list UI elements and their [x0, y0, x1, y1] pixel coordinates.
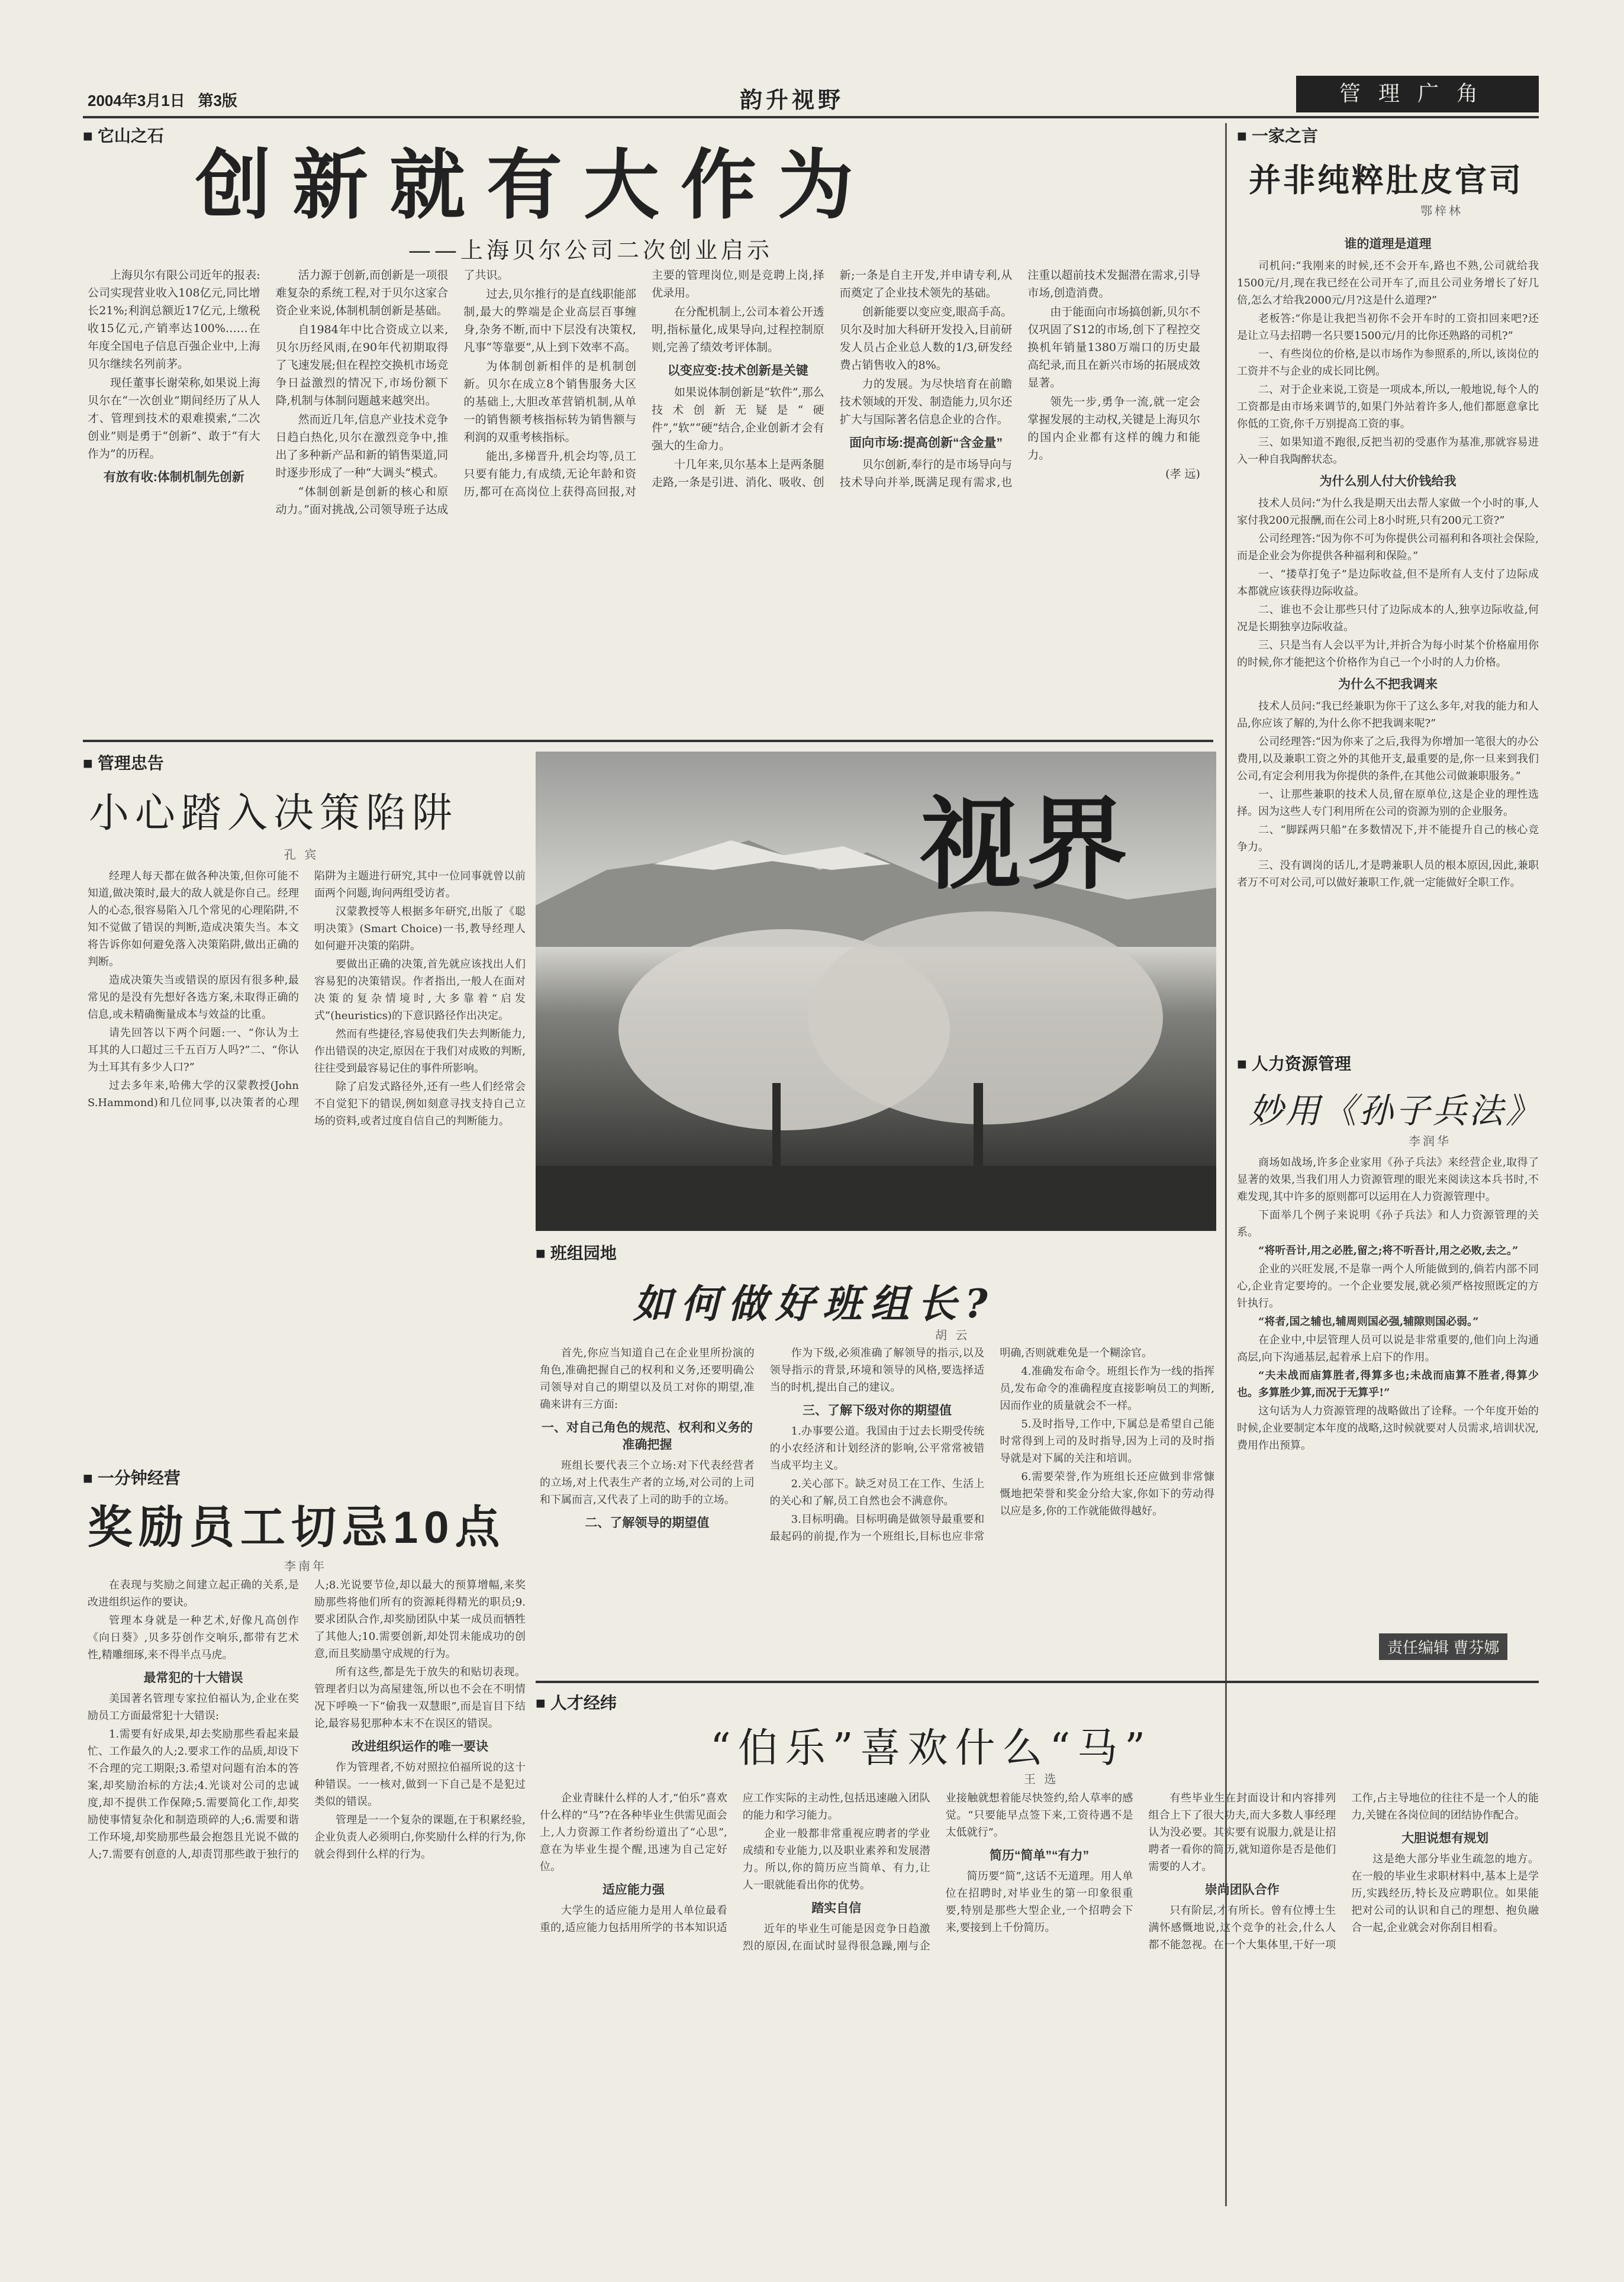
- section-label-yijia: ■ 一家之言: [1237, 123, 1318, 147]
- article1-subtitle: ——上海贝尔公司二次创业启示: [408, 237, 774, 263]
- article7-title: “伯乐”喜欢什么“马”: [710, 1725, 1153, 1772]
- blossom-tree-right: [808, 911, 1163, 1124]
- article1-title: 创新就有大作为: [195, 143, 875, 228]
- article5-body: 商场如战场,许多企业家用《孙子兵法》来经营企业,取得了显著的效果,当我们用人力资源管理的眼光来阅读这本兵书时,不难发现,其中许多的原则都可以运用在人力资源管理中。 下面举几个例子来说明《孙子兵法》和人力资源管理的关系。 “将听吾计,用之必胜,留之;将不听吾计,用之必败,去之。” 企业的兴旺发展,不是靠一两个人所能做到的,倘若内部不同心,企业肯定要垮的。一个企业要发展,就必须严格按照既定的方针执行。 “将者,国之辅也,辅周则国必强,辅隙则国必弱。” 在企业中,中层管理人员可以说是非常重要的,他们向上沟通高层,向下沟通基层,起着承上启下的作用。 “夫未战而庙算胜者,得算多也;未战而庙算不胜者,得算少也。多算胜少算,而况于无算乎!” 这句话为人力资源管理的战略做出了诠释。一个年度开始的时候,企业要制定本年度的战略,这时候就要对人员需求,培训状况,费用作出预算。: [1237, 1156, 1539, 1452]
- article2-byline: 鄂梓林: [1420, 204, 1463, 218]
- section-label-yifenzhong: ■ 一分钟经营: [83, 1465, 181, 1489]
- landscape-photo: [536, 752, 1216, 1231]
- article1-body: 上海贝尔有限公司近年的报表:公司实现营业收入108亿元,同比增长21%;利润总额近17亿元,上缴税收15亿元,产销率达100%……在年度全国电子信息百强企业中,上海贝尔继续名列前茅。 现任董事长谢荣称,如果说上海贝尔在“一次创业”期间经历了从人才、管理到技术的艰难摸索,“二次创业”则是勇于“创新”、敢于“有大作为”的历程。 有放有收:体制机制先创新 活力源于创新,而创新是一项很难复杂的系统工程,对于贝尔这家合资企业来说,体制机制创新是基础。 自1984年中比合资成立以来,贝尔历经风雨,在90年代初期取得了飞速发展;但在程控交换机市场竞争日益激烈的情况下,市场份额下降,机制与体制问题越来越突出。 然而近几年,信息产业技术竞争日趋白热化,贝尔在激烈竞争中,推出了多种新产品和新的销售渠道,同时逐步形成了一种“大调头”模式。 “体制创新是创新的核心和原动力。”面对挑战,公司领导班子达成了共识。 过去,贝尔推行的是直线职能部制,最大的弊端是企业高层百事缠身,杂务不断,而中下层没有决策权,凡事“等靠要”,从上到下效率不高。 为体制创新相伴的是机制创新。贝尔在成立8个销售服务大区的基础上,大胆改革营销机制,从单一的销售额考核指标转为销售额与利润的双重考核指标。 能出,多梯晋升,机会均等,员工只要有能力,有成绩,无论年龄和资历,都可在高岗位上获得高回报,对主要的管理岗位,则是竞聘上岗,择优录用。 在分配机制上,公司本着公开透明,指标量化,成果导向,过程控制原则,完善了绩效考评体制。 以变应变:技术创新是关键 如果说体制创新是“软件”,那么技术创新无疑是“硬件”,“软”“硬”结合,企业创新才会有强大的生命力。 十几年来,贝尔基本上是两条腿走路,一条是引进、消化、吸收、创新;一条是自主开发,并申请专利,从而奠定了企业技术领先的基础。 创新能要以变应变,眼高手高。贝尔及时加大科研开发投入,目前研发人员占企业总人数的1/3,研发经费占销售收入的8%。 力的发展。为尽快培育在前瞻技术领域的开发、制造能力,贝尔还扩大与国际著名信息企业的合作。 面向市场:提高创新“含金量” 贝尔创新,奉行的是市场导向与技术导向并举,既满足现有需求,也注重以超前技术发掘潜在需求,引导市场,创造消费。 由于能面向市场搞创新,贝尔不仅巩固了S12的市场,创下了程控交换机年销量1380万端口的历史最高纪录,而且在新兴市场的拓展成效显著。 领先一步,勇争一流,就一定会掌握发展的主动权,关键是上海贝尔的国内企业都有这样的魄力和能力。 (孝 远): [88, 269, 1200, 516]
- article7-body: 企业青睐什么样的人才,“伯乐”喜欢什么样的“马”?在各种毕业生供需见面会上,人力资源工作者纷纷道出了“心思”,意在为毕业生提个醒,迅速为自己定好位。 适应能力强 大学生的适应能力是用人单位最看重的,适应能力包括用所学的书本知识适应工作实际的主动性,包括迅速融入团队的能力和学习能力。 企业一般都非常重视应聘者的学业成绩和专业能力,以及职业素养和发展潜力。所以,你的简历应当简单、有力,让人一眼就能看出你的优势。 踏实自信 近年的毕业生可能是因竞争日趋激烈的原因,在面试时显得很急躁,刚与企业接触就想着能尽快签约,给人草率的感觉。“只要能早点签下来,工资待遇不是太低就行”。 简历“简单”“有力” 简历要“简”,这话不无道理。用人单位在招聘时,对毕业生的第一印象很重要,特别是那些大型企业,一个招聘会下来,要接到上千份简历。 有些毕业生在封面设计和内容排列组合上下了很大功夫,而大多数人事经理认为没必要。其实要有说服力,就是让招聘者一看你的简历,就知道你是否是他们需要的人才。 崇尚团队合作 只有阶层,才有所长。曾有位博士生满怀感慨地说,这个竞争的社会,什么人都不能忽视。在一个大集体里,干好一项工作,占主导地位的往往不是一个人的能力,关键在各岗位间的团结协作配合。 大胆说想有规划 这是绝大部分毕业生疏忽的地方。在一般的毕业生求职材料中,基本上是学历,实践经历,特长及应聘职位。如果能把对公司的认识和自己的理想、抱负融合一起,企业就会对你刮目相看。: [540, 1792, 1539, 1952]
- article4-byline: 李南年: [284, 1559, 327, 1573]
- article4-title: 奖励员工切忌10点: [88, 1503, 506, 1553]
- paper-name: 韵升视野: [740, 86, 845, 113]
- section-label-rencai: ■ 人才经纬: [536, 1690, 617, 1714]
- article7-top-rule: [536, 1681, 1539, 1683]
- column-title-box: 管理广角: [1296, 76, 1539, 112]
- article2-title: 并非纯粹肚皮官司: [1249, 161, 1523, 199]
- article7-byline: 王 选: [1024, 1772, 1059, 1786]
- section-label-banzu: ■ 班组园地: [536, 1240, 617, 1264]
- article5-byline: 李润华: [1409, 1134, 1451, 1148]
- article3-title: 小心踏入决策陷阱: [89, 790, 459, 837]
- article6-title: 如何做好班组长?: [633, 1281, 996, 1327]
- section-label-renli: ■ 人力资源管理: [1237, 1051, 1351, 1075]
- article1-bottom-rule: [83, 740, 1213, 742]
- article6-body: 首先,你应当知道自己在企业里所扮演的角色,准确把握自己的权利和义务,还要明确公司领导对自己的期望以及员工对你的期望,准确来讲有三方面: 一、对自己角色的规范、权利和义务的准确把握 班组长要代表三个立场:对下代表经营者的立场,对上代表生产者的立场,对公司的上司和下属而言,又代表了上司的助手的立场。 二、了解领导的期望值 作为下级,必须准确了解领导的指示,以及领导指示的背景,环境和领导的风格,要选择适当的时机,提出自己的建议。 三、了解下级对你的期望值 1.办事要公道。我国由于过去长期受传统的小农经济和计划经济的影响,公平常常被错当成平均主义。 2.关心部下。缺乏对员工在工作、生活上的关心和了解,员工自然也会不满意你。 3.目标明确。目标明确是做领导最重要和最起码的前提,作为一个班组长,目标也应非常明确,否则就难免是一个糊涂官。 4.准确发布命令。班组长作为一线的指挥员,发布命令的准确程度直接影响员工的判断,因而作业的质量就会不一样。 5.及时指导,工作中,下属总是希望自己能时常得到上司的及时指导,因为上司的及时指导就是对下属的关注和培训。 6.需要荣誉,作为班组长还应做到非常慷慨地把荣誉和奖金分给大家,你如下的劳动得以应是多,你的工作就能做得越好。: [540, 1347, 1214, 1543]
- article4-body: 在表现与奖励之间建立起正确的关系,是改进组织运作的要诀。 管理本身就是一种艺术,好像凡高创作《向日葵》,贝多芬创作交响乐,都带有艺术性,精雕细琢,来不得半点马虎。 最常犯的十大错误 美国著名管理专家拉伯福认为,企业在奖励员工方面最常犯十大错误: 1.需要有好成果,却去奖励那些看起来最忙、工作最久的人;2.要求工作的品质,却设下不合理的完工期限;3.希望对问题有治本的答案,却奖励治标的方法;4.光谈对公司的忠诚度,却不提供工作保障;5.需要简化工作,却奖励使事情复杂化和制造琐碎的人;6.需要和谐工作环境,却奖励那些最会抱怨且光说不做的人;7.需要有创意的人,却责罚那些敢于独行的人;8.光说要节俭,却以最大的预算增幅,来奖励那些将他们所有的资源耗得精光的职员;9.要求团队合作,却奖励团队中某一成员而牺牲了其他人;10.需要创新,却处罚未能成功的创意,而且奖励墨守成规的行为。 所有这些,都是先于放失的和贴切表现。管理者归以为高屋建瓴,所以也不会在不明情况下呼唤一下“偷我一双慧眼”,而是盲目下结论,最容易犯那种本末不在误区的错误。 改进组织运作的唯一要诀 作为管理者,不妨对照拉伯福所说的这十种错误。一一核对,做到一下自己是不是犯过类似的错误。 管理是一一个复杂的课题,在于积累经验,企业负责人必须明白,你奖励什么样的行为,你就会得到什么样的行为。: [88, 1579, 526, 1861]
- article6-byline: 胡 云: [935, 1328, 970, 1342]
- section-label-tashan: ■ 它山之石: [83, 123, 164, 147]
- editor-credit: 责任编辑 曹芬娜: [1379, 1633, 1507, 1660]
- ground: [536, 1166, 1216, 1231]
- article3-body: 经理人每天都在做各种决策,但你可能不知道,做决策时,最大的敌人就是你自己。经理人的心态,很容易陷入几个常见的心理陷阱,不知不觉做了错误的判断,造成决策失当。本文将告诉你如何避免落入决策陷阱,做出正确的判断。 造成决策失当或错误的原因有很多种,最常见的是没有先想好各选方案,未取得正确的信息,或未精确衡量成本与效益的比重。 请先回答以下两个问题:一、“你认为土耳其的人口超过三千五百万人吗?”二、“你认为土耳其有多少人口?” 过去多年来,哈佛大学的汉蒙教授(John S.Hammond)和几位同事,以决策者的心理陷阱为主题进行研究,其中一位同事就曾以前面两个问题,询问两组受访者。 汉蒙教授等人根据多年研究,出版了《聪明决策》(Smart Choice)一书,教导经理人如何避开决策的陷阱。 要做出正确的决策,首先就应该找出人们容易犯的决策错误。作者指出,一般人在面对决策的复杂情境时,大多靠着“启发式”(heuristics)的下意识路径作出决定。 然而有些捷径,容易使我们失去判断能力,作出错误的决定,原因在于我们对成败的判断,往往受到最容易记住的事件所影响。 除了启发式路径外,还有一些人们经常会不自觉犯下的错误,例如刻意寻找支持自己立场的资料,或者过度自信自己的判断能力。: [88, 870, 526, 1127]
- photo-title: 视界: [920, 789, 1134, 901]
- issue-date: 2004年3月1日 第3版: [88, 92, 237, 109]
- article5-title: 妙用《孙子兵法》: [1249, 1091, 1543, 1131]
- article2-body: 谁的道理是道理 司机问:“我刚来的时候,还不会开车,路也不熟,公司就给我1500元/月,现在我已经在公司开车了,而且公司业务增长了好几倍,怎么才给我2000元/月?这是什么道理?” 老板答:“你是让我把当初你不会开车时的工资扣回来吧?还是让立马去招聘一名只要1500元/月的比你还熟路的司机?” 一、有些岗位的价格,是以市场作为参照系的,所以,该岗位的工资并不与企业的成长同比例。 二、对于企业来说,工资是一项成本,所以,一般地说,每个人的工资都是由市场来调节的,如果门外站着许多人,他们都愿意拿比你低的工资,你千万别提高工资的事。 三、如果知道不跑很,反把当初的受惠作为基准,那就容易进入一种自我陶醉状态。 为什么别人付大价钱给我 技术人员问:“为什么我是期天出去帮人家做一个小时的事,人家付我200元报酬,而在公司上8小时班,只有200元工资?” 公司经理答:“因为你不可为你提供公司福利和各项社会保险,而是企业会为你提供各种福利和保险。” 一、“搂草打兔子”是边际收益,但不是所有人支付了边际成本都就应该获得边际收益。 二、谁也不会让那些只付了边际成本的人,独享边际收益,何况是长期独享边际收益。 三、只是当有人会以平为计,并折合为每小时某个价格雇用你的时候,你才能把这个价格作为自己一个小时的人力价格。 为什么不把我调来 技术人员问:“我已经兼职为你干了这么多年,对我的能力和人品,你应该了解的,为什么你不把我调来呢?” 公司经理答:“因为你来了之后,我得为你增加一笔很大的办公费用,以及兼职工资之外的其他开支,最重要的是,你一旦来到我们公司,有定会利用我为你提供的条件,在其他公司做兼职服务。” 一、让那些兼职的技术人员,留在原单位,这是企业的理性选择。因为这些人专门利用所在公司的资源为别的企业服务。 二、“脚踩两只船”在多数情况下,并不能提升自己的核心竞争力。 三、没有调岗的话儿,才是聘兼职人员的根本原因,因此,兼职者万不可对公司,可以做好兼职工作,就一定能做好全职工作。: [1237, 237, 1539, 889]
- article3-byline: 孔 宾: [284, 847, 319, 862]
- header-rule: [83, 116, 1539, 118]
- section-label-guanli: ■ 管理忠告: [83, 750, 164, 774]
